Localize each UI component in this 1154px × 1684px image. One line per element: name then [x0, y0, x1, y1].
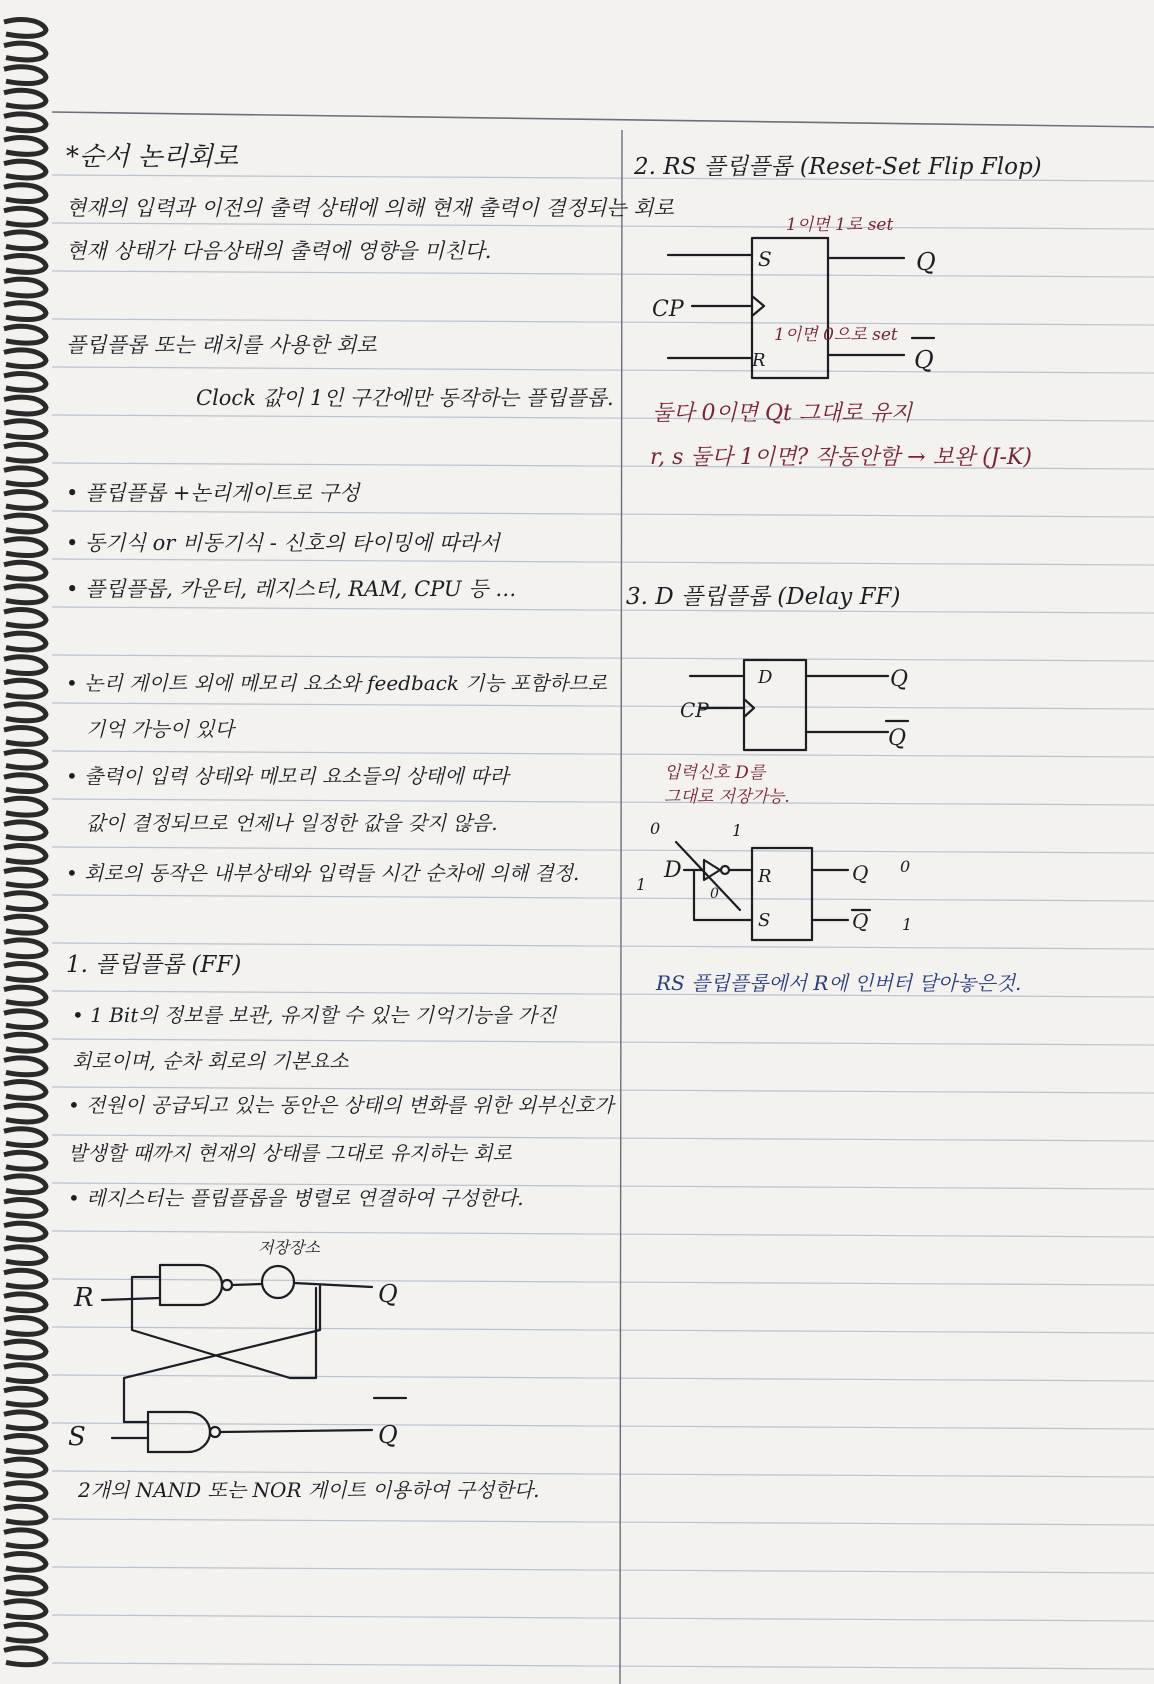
ruled-line — [52, 799, 1154, 805]
rs-pin-s: S — [758, 247, 772, 271]
intro-line-1: 현재의 입력과 이전의 출력 상태에 의해 현재 출력이 결정되는 회로 — [66, 196, 674, 220]
ruled-line — [52, 1039, 1154, 1045]
inverter-gate — [704, 860, 720, 880]
top-margin-line — [52, 112, 1154, 127]
rs-note-1: 둘다 0이면 Qt 그대로 유지 — [652, 401, 913, 426]
ruled-line — [52, 847, 1154, 853]
rs-out-q: Q — [916, 248, 936, 276]
wire-cp — [692, 296, 764, 316]
ff-line-3: • 전원이 공급되고 있는 동안은 상태의 변화를 위한 외부신호가 — [68, 1093, 614, 1117]
ruled-line — [52, 1231, 1154, 1237]
rs-note-bottom: 1이면 0으로 set — [774, 325, 898, 345]
ruled-line — [52, 895, 1154, 901]
memory-line-2: 기억 가능이 있다 — [86, 717, 234, 741]
d-note: RS 플립플롭에서 R에 인버터 달아놓은것. — [656, 971, 1022, 995]
bit-label-5: 1 — [636, 875, 647, 894]
ruled-line — [52, 1615, 1154, 1621]
nand-top-bubble — [222, 1280, 232, 1290]
nand-gate-top — [160, 1265, 222, 1305]
rs-pin-cp: CP — [652, 297, 684, 322]
latch-input-r: R — [74, 1283, 94, 1313]
ruled-line — [52, 319, 1154, 325]
rs-pin-r: R — [752, 350, 766, 371]
ruled-line — [52, 1471, 1154, 1477]
ff-line-2: 회로이며, 순차 회로의 기본요소 — [72, 1049, 349, 1073]
rs-flipflop-diagram — [652, 215, 936, 378]
bit-label-6: 1 — [902, 915, 913, 934]
clock-note-text: Clock 값이 1인 구간에만 동작하는 플립플롭. — [196, 386, 614, 410]
rs-out-q-bar: Q — [914, 346, 934, 374]
d-circuit-out-q: Q — [852, 861, 869, 885]
d-circuit-pin-d: D — [664, 858, 682, 883]
rs-note-top: 1이면 1로 set — [786, 215, 894, 235]
bit-label-1: 0 — [650, 819, 661, 838]
ff-line-5: • 레지스터는 플립플롭을 병렬로 연결하여 구성한다. — [68, 1186, 524, 1210]
bullet-2: • 동기식 or 비동기식 - 신호의 타이밍에 따라서 — [66, 531, 500, 555]
storage-circle — [262, 1266, 294, 1298]
ff-line-4: 발생할 때까지 현재의 상태를 그대로 유지하는 회로 — [68, 1141, 512, 1165]
ruled-line — [52, 223, 1154, 229]
ruled-line — [52, 1279, 1154, 1285]
inverter-bubble — [721, 866, 729, 874]
bullet-1: • 플립플롭 +논리게이트로 구성 — [66, 481, 360, 505]
column-divider — [620, 130, 622, 1684]
wire-q-out — [232, 1283, 372, 1287]
d-circuit-pin-r: R — [758, 866, 772, 887]
ruled-line — [52, 1519, 1154, 1525]
section-title: *순서 논리회로 — [66, 142, 238, 172]
ruled-line — [52, 415, 1154, 421]
bullet-3: • 플립플롭, 카운터, 레지스터, RAM, CPU 등 … — [66, 577, 517, 601]
ruled-line — [52, 751, 1154, 757]
d-heading: 3. D 플립플롭 (Delay FF) — [626, 584, 901, 610]
ruled-line — [52, 271, 1154, 277]
wire-diag — [676, 842, 740, 910]
nand-note: 2개의 NAND 또는 NOR 게이트 이용하여 구성한다. — [78, 1478, 540, 1502]
d-circuit-pin-s: S — [758, 910, 771, 931]
ruled-line — [52, 1567, 1154, 1573]
bit-label-3: 0 — [900, 857, 911, 876]
memory-line-5: • 회로의 동작은 내부상태와 입력들 시간 순차에 의해 결정. — [66, 861, 580, 885]
bit-label-4: 0 — [710, 886, 719, 902]
latch-input-s: S — [68, 1422, 86, 1452]
ruled-line — [52, 511, 1154, 517]
ruled-line — [52, 607, 1154, 613]
d-note-2: 그대로 저장가능. — [664, 787, 790, 807]
d-flipflop-diagram — [664, 660, 908, 807]
ruled-line — [52, 703, 1154, 709]
d-out-q: Q — [890, 667, 909, 692]
wire-cross-2 — [124, 1286, 372, 1432]
sr-latch-diagram — [68, 1238, 406, 1452]
wire-d-to-s — [694, 870, 752, 920]
rs-heading: 2. RS 플립플롭 (Reset-Set Flip Flop) — [634, 154, 1042, 180]
ff-heading: 1. 플립플롭 (FF) — [66, 952, 242, 978]
nand-gate-bottom — [148, 1412, 210, 1452]
nand-bottom-bubble — [210, 1427, 220, 1437]
d-block — [744, 660, 806, 750]
memory-line-4: 값이 결정되므로 언제나 일정한 값을 갖지 않음. — [86, 811, 498, 835]
d-out-q-bar: Q — [888, 726, 907, 751]
intro-line-2: 현재 상태가 다음상태의 출력에 영향을 미친다. — [66, 239, 492, 263]
storage-annotation: 저장장소 — [258, 1238, 320, 1257]
ruled-line — [52, 367, 1154, 373]
latch-output-q: Q — [378, 1280, 398, 1308]
ruled-line — [52, 1663, 1154, 1669]
flipflop-usage-text: 플립플롭 또는 래치를 사용한 회로 — [66, 333, 377, 357]
d-circuit-out-q-bar: Q — [852, 909, 869, 933]
ruled-line — [52, 1375, 1154, 1381]
latch-output-q-bar: Q — [378, 1421, 398, 1449]
d-pin-cp: CP — [680, 698, 709, 722]
memory-line-1: • 논리 게이트 외에 메모리 요소와 feedback 기능 포함하므로 — [66, 671, 607, 695]
d-pin-d: D — [758, 667, 773, 688]
ruled-line — [52, 1327, 1154, 1333]
ff-line-1: • 1 Bit의 정보를 보관, 유지할 수 있는 기억기능을 가진 — [72, 1003, 557, 1027]
ruled-line — [52, 943, 1154, 949]
ruled-line — [52, 559, 1154, 565]
rs-note-2: r, s 둘다 1이면? 작동안함 → 보완 (J-K) — [650, 445, 1032, 470]
memory-line-3: • 출력이 입력 상태와 메모리 요소들의 상태에 따라 — [66, 764, 509, 788]
d-note-1: 입력신호 D를 — [664, 763, 766, 783]
wire-outputs — [812, 870, 848, 920]
d-circuit-diagram — [636, 819, 912, 940]
ruled-line — [52, 655, 1154, 661]
bit-label-2: 1 — [732, 821, 743, 840]
